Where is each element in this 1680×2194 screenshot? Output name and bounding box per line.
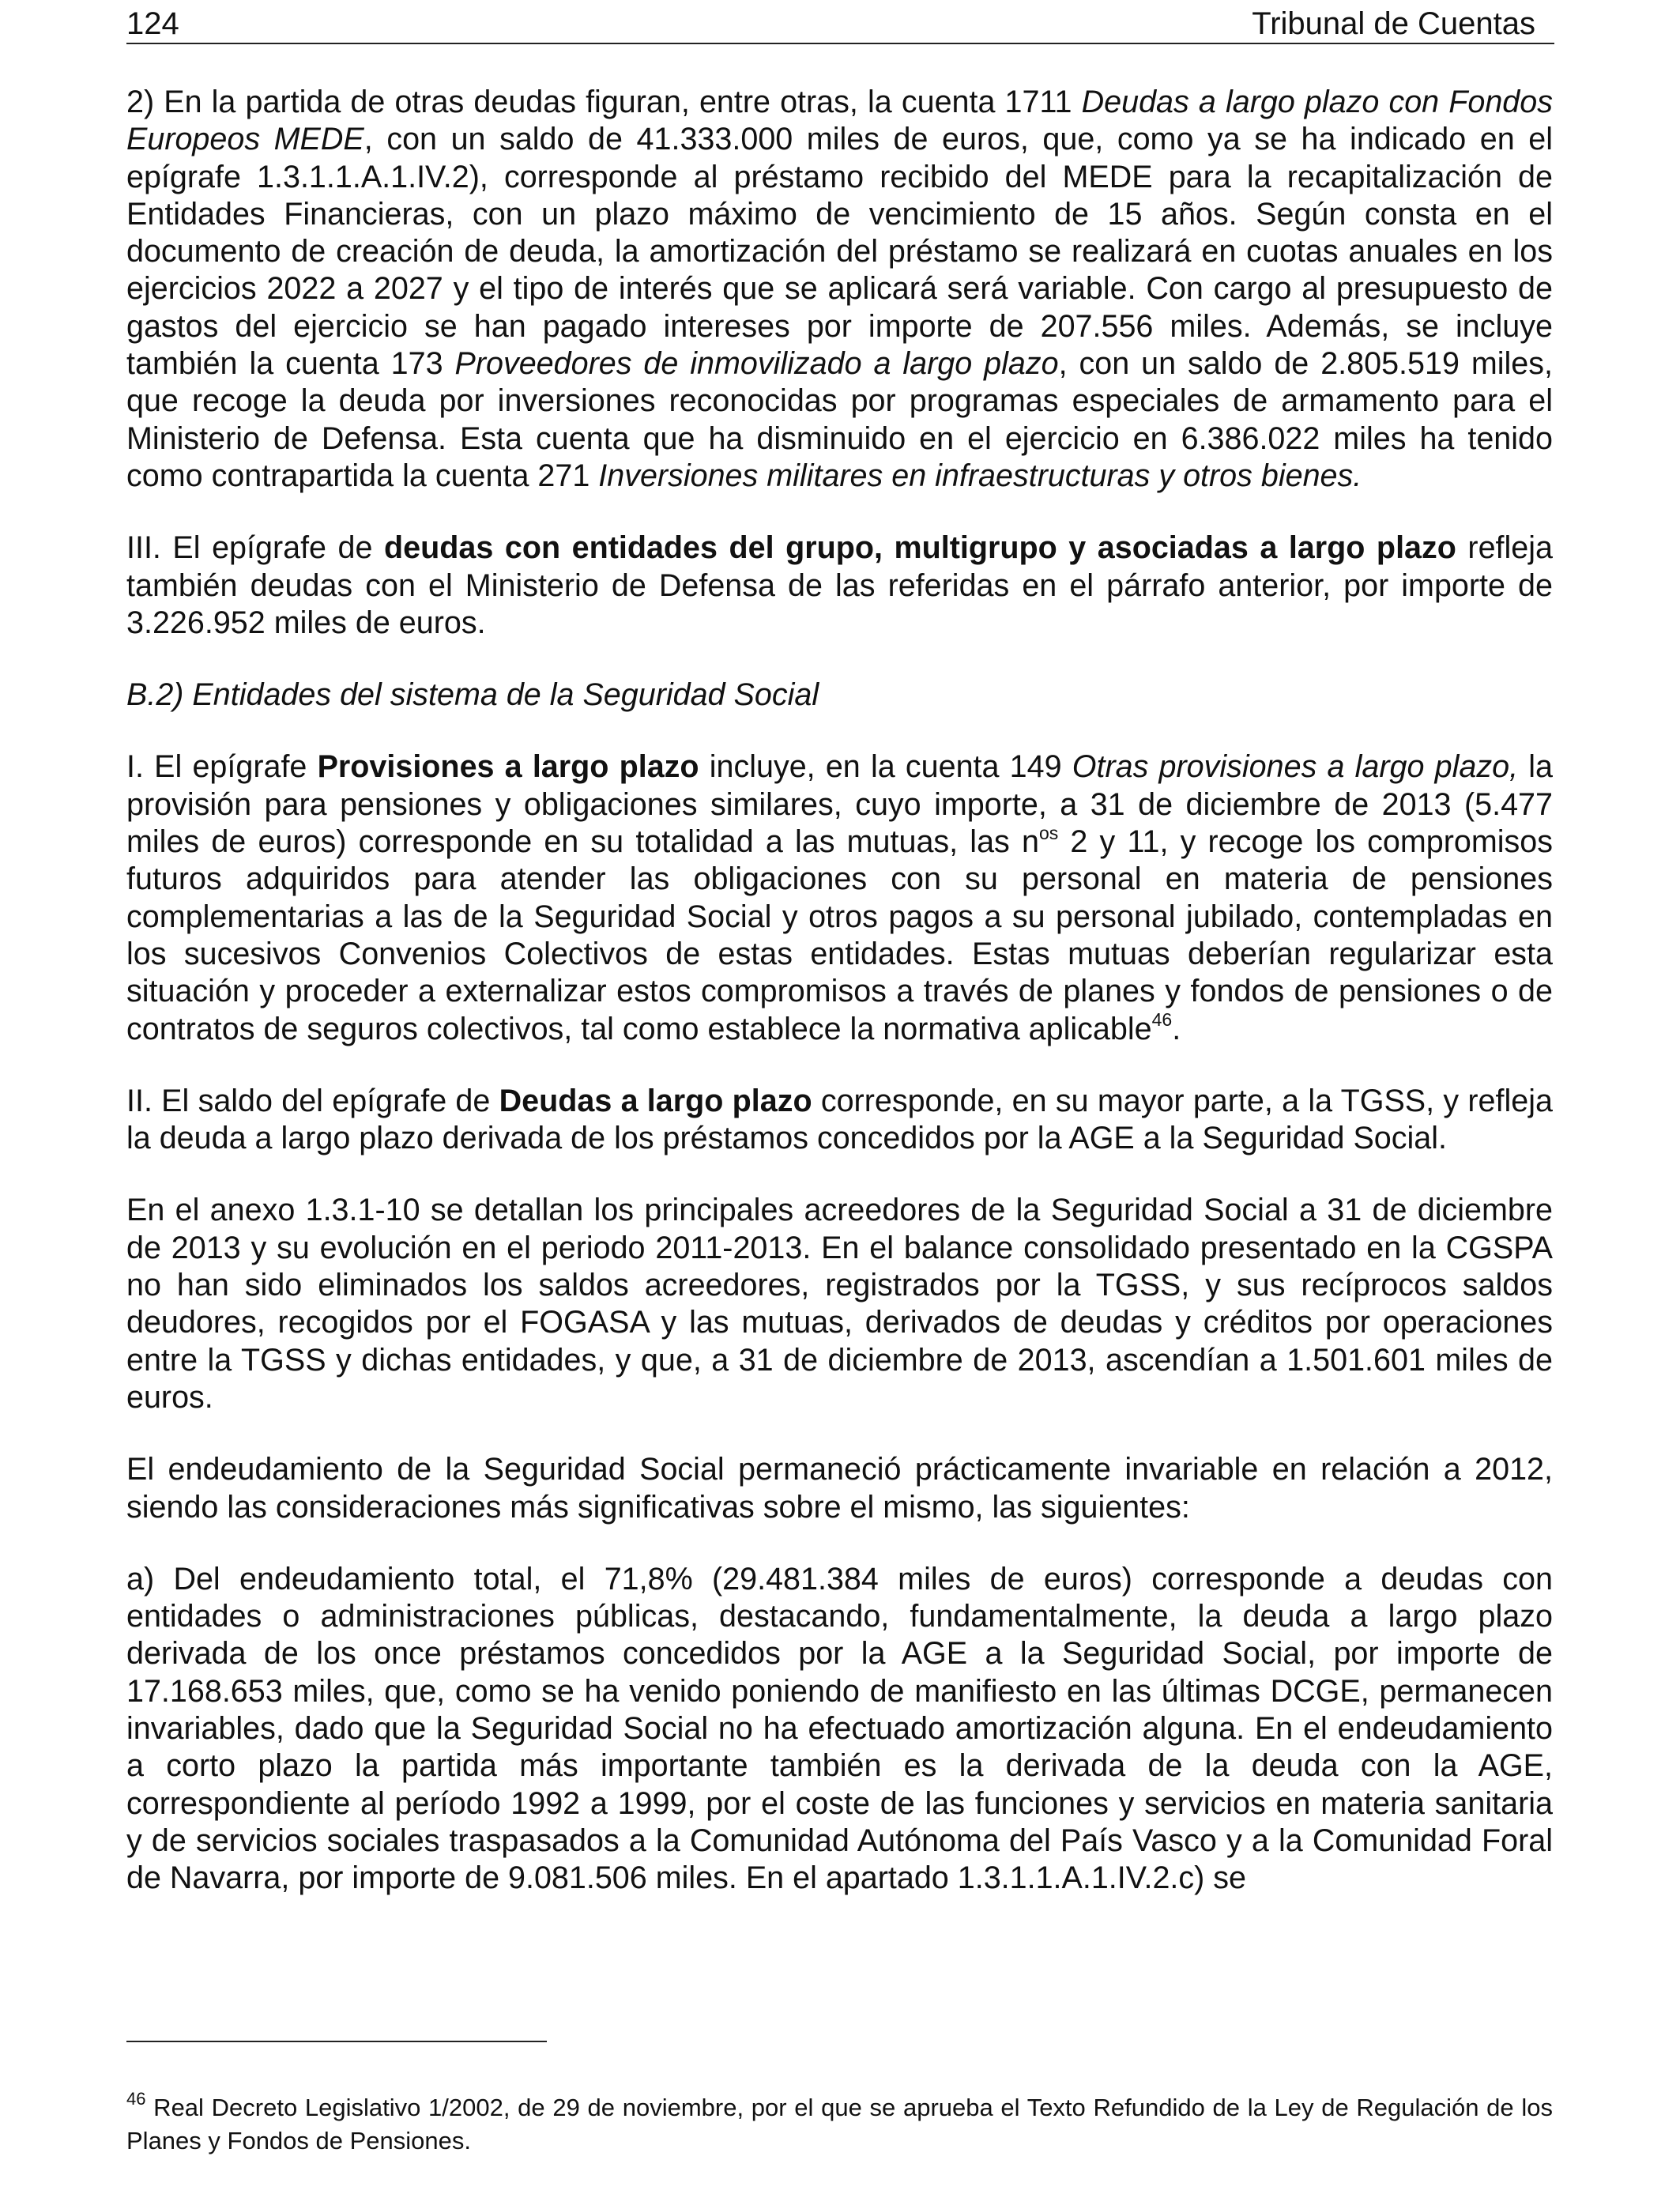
page-number: 124 xyxy=(126,6,179,41)
footnote xyxy=(126,2088,1553,2158)
paragraph-item-a: a) Del endeudamiento total, el 71,8% (29.481.384 miles de euros) corresponde a deudas con entidades o administraciones públicas, destacando, fundamentalmente, la deuda a largo plazo derivada de los once préstamos concedidos por la AGE a la Seguridad Social, por importe de 17.168.653 miles, que, como se ha venido poniendo de manifiesto en las últimas DCGE, permanecen invariables, dado que la Seguridad Social no ha efectuado amortización alguna. En el endeudamiento a corto plazo la partida más importante también es la derivada de la deuda con la AGE, correspondiente al período 1992 a 1999, por el coste de las funciones y servicios en materia sanitaria y de servicios sociales traspasados a la Comunidad Autónoma del País Vasco y a la Comunidad Foral de Navarra, por importe de 9.081.506 miles. En el apartado 1.3.1.1.A.1.IV.2.c) se xyxy=(126,1561,1553,1896)
running-title: Tribunal de Cuentas xyxy=(1252,6,1535,41)
page-header xyxy=(126,5,1554,44)
footnote-reference[interactable]: 46 xyxy=(1151,1009,1173,1031)
paragraph-group-debts: III. El epígrafe de deudas con entidades del grupo, multigrupo y asociadas a largo plazo refleja también deudas con el Ministerio de Defensa de las referidas en el párrafo anterior, por importe de 3.226.952 miles de euros. xyxy=(126,530,1554,640)
paragraph-mede-debts: 2) En la partida de otras deudas figuran, entre otras, la cuenta 1711 Deudas a largo plazo con Fondos Europeos MEDE, con un saldo de 41.333.000 miles de euros, que, como ya se ha indicado en el epígrafe 1.3.1.1.A.1.IV.2), corresponde al préstamo recibido del MEDE para la recapitalización de Entidades Financieras, con un plazo máximo de vencimiento de 15 años. Según consta en el documento de creación de deuda, la amortización del préstamo se realizará en cuotas anuales en los ejercicios 2022 a 2027 y el tipo de interés que se aplicará será variable. Con cargo al presupuesto de gastos del ejercicio se han pagado intereses por importe de 207.556 miles. Además, se incluye también la cuenta 173 Proveedores de inmovilizado a largo plazo, con un saldo de 2.805.519 miles, que recoge la deuda por inversiones reconocidas por programas especiales de armamento para el Ministerio de Defensa. Esta cuenta que ha disminuido en el ejercicio en 6.386.022 miles ha tenido como contrapartida la cuenta 271 Inversiones militares en infraestructuras y otros bienes. xyxy=(126,85,1553,493)
paragraph-annex-creditors: En el anexo 1.3.1-10 se detallan los principales acreedores de la Seguridad Social a 31 de diciembre de 2013 y su evolución en el periodo 2011-2013. En el balance consolidado presentado en la CGSPA no han sido eliminados los saldos acreedores, registrados por la TGSS, y sus recíprocos saldos deudores, recogidos por el FOGASA y las mutuas, derivados de deudas y créditos por operaciones entre la TGSS y dichas entidades, y que, a 31 de diciembre de 2013, ascendían a 1.501.601 miles de euros. xyxy=(126,1193,1553,1415)
section-heading: B.2) Entidades del sistema de la Seguridad Social xyxy=(126,677,819,713)
footnote-text: Real Decreto Legislativo 1/2002, de 29 de noviembre, por el que se aprueba el Texto Refundido de la Ley de Regulación de los Planes y Fondos de Pensiones. xyxy=(126,2094,1553,2154)
body-text xyxy=(126,84,1553,1897)
footnote-separator xyxy=(126,2041,547,2042)
paragraph-long-term-debts: II. El saldo del epígrafe de Deudas a largo plazo corresponde, en su mayor parte, a la TGSS, y refleja la deuda a largo plazo derivada de los préstamos concedidos por la AGE a la Seguridad Social. xyxy=(126,1083,1553,1156)
paragraph-provisions: I. El epígrafe Provisiones a largo plazo incluye, en la cuenta 149 Otras provisiones a largo plazo, la provisión para pensiones y obligaciones similares, cuyo importe, a 31 de diciembre de 2013 (5.477 miles de euros) corresponde en su totalidad a las mutuas, las $n^{os}$ 2 y 11, y recoge los compromisos futuros adquiridos para atender las obligaciones con su personal en materia de pensiones complementarias a las de la Seguridad Social y otros pagos a su personal jubilado, contempladas en los sucesivos Convenios Colectivos de estas entidades. Estas mutuas deberían regularizar esta situación y proceder a externalizar estos compromisos a través de planes y fondos de pensiones o de contratos de seguros colectivos, tal como establece la normativa aplicable$^{46}$. xyxy=(126,749,1554,1046)
paragraph-indebtedness: El endeudamiento de la Seguridad Social permaneció prácticamente invariable en relación a 2012, siendo las consideraciones más significativas sobre el mismo, las siguientes: xyxy=(126,1452,1553,1525)
footnote-number: 46 xyxy=(126,2088,146,2109)
